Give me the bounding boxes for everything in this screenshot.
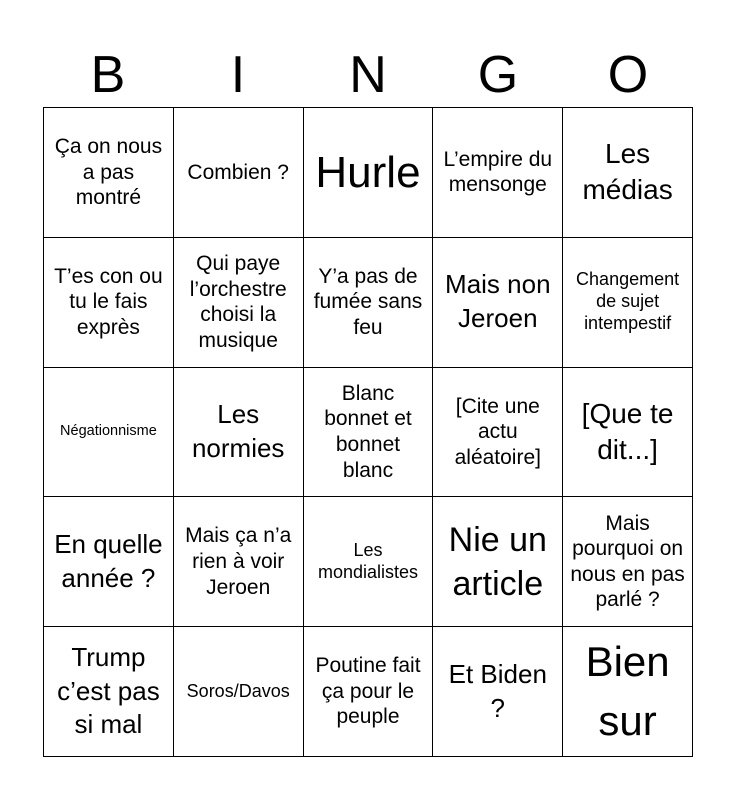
bingo-cell[interactable]: Blanc bonnet et bonnet blanc [304,368,434,498]
bingo-cell[interactable]: Changement de sujet intempestif [563,238,693,368]
bingo-cell[interactable]: Hurle [304,108,434,238]
bingo-cell[interactable]: Et Biden ? [433,627,563,757]
bingo-cell[interactable]: Mais ça n’a rien à voir Jeroen [174,497,304,627]
bingo-cell[interactable]: Y’a pas de fumée sans feu [304,238,434,368]
header-letter-i: I [230,46,246,104]
bingo-cell[interactable]: Trump c’est pas si mal [44,627,174,757]
bingo-cell[interactable]: L’empire du mensonge [433,108,563,238]
header-letter-o: O [607,46,649,104]
header-letter-n: N [349,46,387,104]
header-letter-b: B [90,46,126,104]
bingo-cell[interactable]: [Que te dit...] [563,368,693,498]
bingo-cell[interactable]: [Cite une actu aléatoire] [433,368,563,498]
bingo-cell[interactable]: Combien ? [174,108,304,238]
bingo-cell[interactable]: Les mondialistes [304,497,434,627]
bingo-cell[interactable]: Ça on nous a pas montré [44,108,174,238]
bingo-cell[interactable]: Nie un article [433,497,563,627]
bingo-cell[interactable]: Les médias [563,108,693,238]
bingo-cell[interactable]: Négationnisme [44,368,174,498]
header-letter-g: G [477,46,519,104]
bingo-cell[interactable]: Bien sur [563,627,693,757]
bingo-cell[interactable]: En quelle année ? [44,497,174,627]
bingo-cell[interactable]: Soros/Davos [174,627,304,757]
bingo-cell[interactable]: Qui paye l’orchestre choisi la musique [174,238,304,368]
bingo-cell[interactable]: Poutine fait ça pour le peuple [304,627,434,757]
bingo-cell[interactable]: Mais non Jeroen [433,238,563,368]
bingo-grid [43,107,693,757]
bingo-cell[interactable]: Les normies [174,368,304,498]
bingo-cell[interactable]: Mais pourquoi on nous en pas parlé ? [563,497,693,627]
bingo-header [43,44,693,106]
bingo-cell[interactable]: T’es con ou tu le fais exprès [44,238,174,368]
